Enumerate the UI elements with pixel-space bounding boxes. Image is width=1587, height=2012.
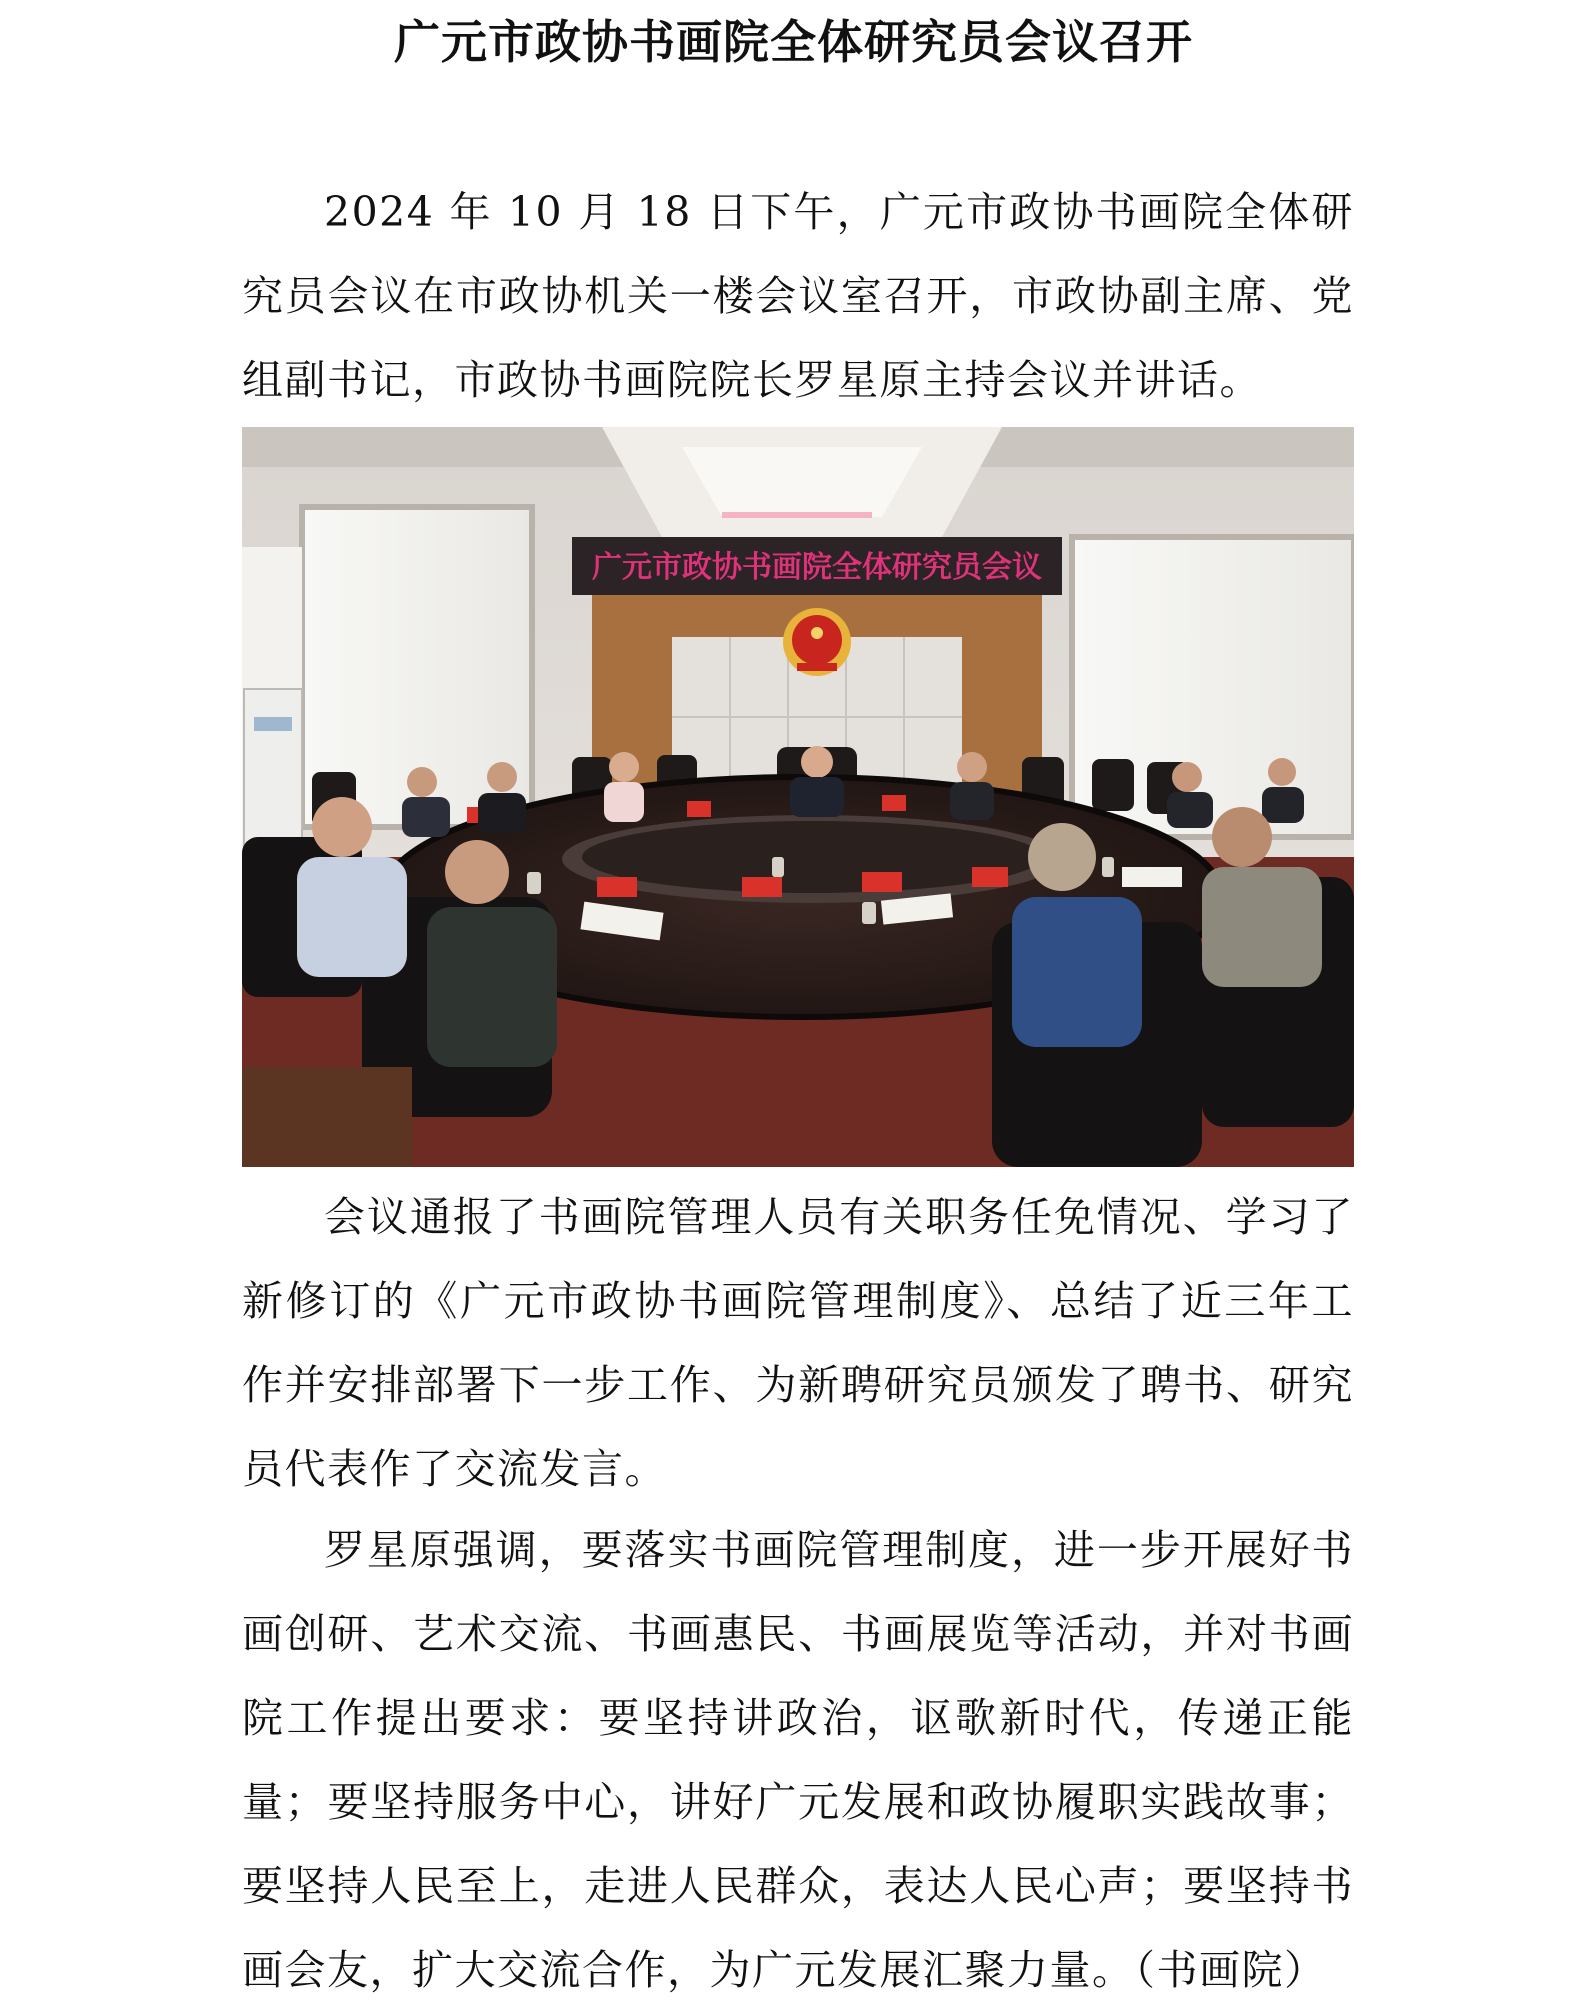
paragraph-agenda: 会议通报了书画院管理人员有关职务任免情况、学习了新修订的《广元市政协书画院管理制度》、总结了近三年工作并安排部署下一步工作、为新聘研究员颁发了聘书、研究员代表作了交流发言。 [242,1193,1354,1493]
paragraph-intro: 2024 年 10 月 18 日下午，广元市政协书画院全体研究员会议在市政协机关一楼会议室召开，市政协副主席、党组副书记，市政协书画院院长罗星原主持会议并讲话。 [242,188,1354,404]
meeting-photo [242,427,1354,1167]
paragraph-requirements: 罗星原强调，要落实书画院管理制度，进一步开展好书画创研、艺术交流、书画惠民、书画展览等活动，并对书画院工作提出要求：要坚持讲政治，讴歌新时代，传递正能量；要坚持服务中心，讲好广元发展和政协履职实践故事；要坚持人民至上，走进人民群众，表达人民心声；要坚持书画会友，扩大交流合作，为广元发展汇聚力量。（书画院） [242,1526,1354,1994]
emblem-icon [783,608,851,676]
banner-text: 广元市政协书画院全体研究员会议 [592,550,1042,585]
article-title: 广元市政协书画院全体研究员会议召开 [394,15,1193,69]
